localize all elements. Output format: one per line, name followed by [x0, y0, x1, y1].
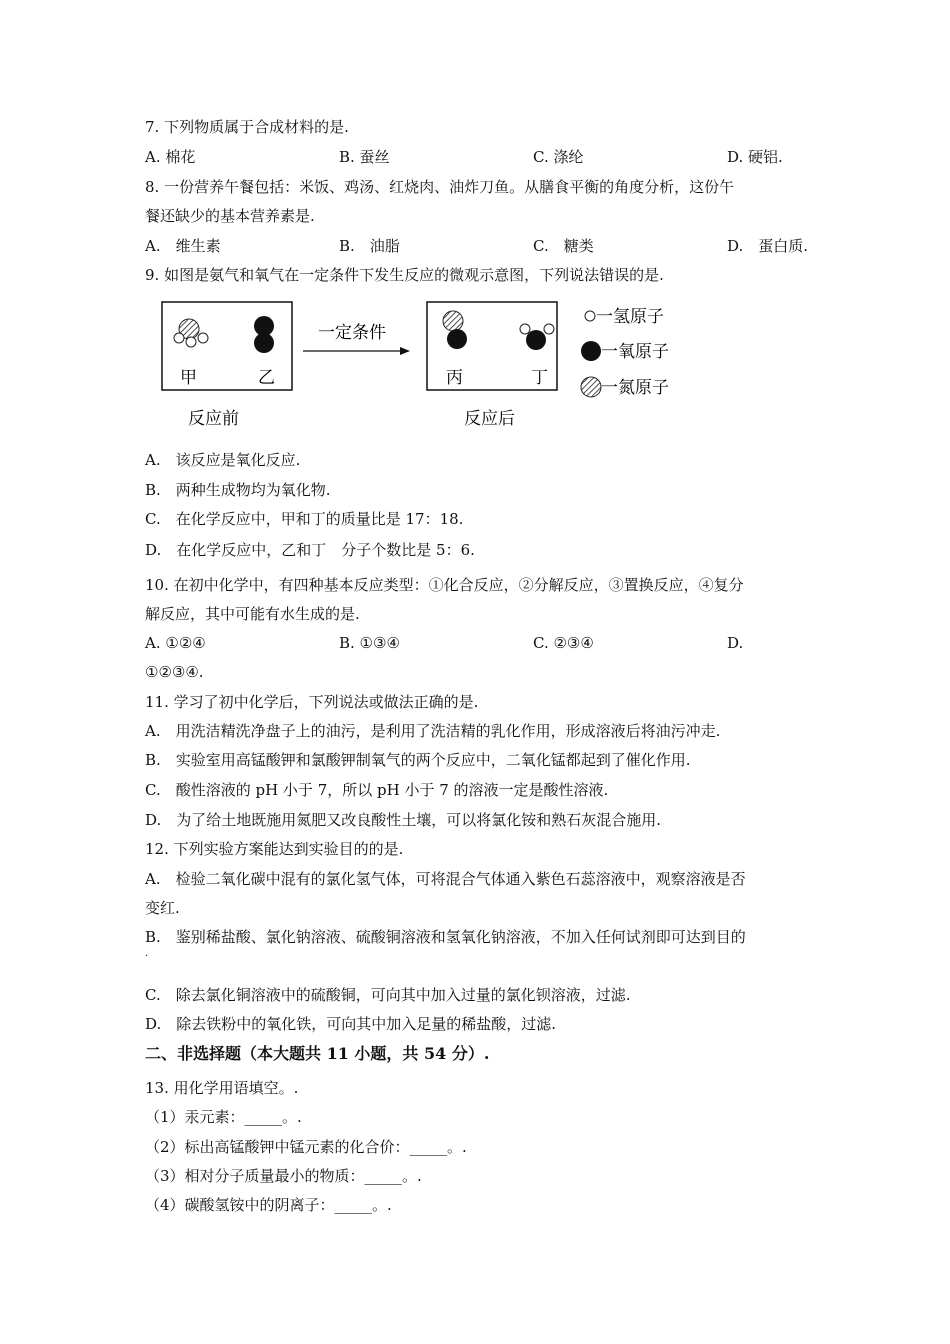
- q10-option-a: A. ①②④: [145, 634, 206, 652]
- q10-option-c: C. ②③④: [533, 634, 594, 652]
- q9-option-a: A. 该反应是氧化反应.: [145, 451, 301, 469]
- q7-option-b: B. 蚕丝: [339, 148, 390, 166]
- q8-stem-line2: 餐还缺少的基本营养素是.: [145, 207, 315, 225]
- q11-stem: 11. 学习了初中化学后，下列说法或做法正确的是.: [145, 693, 479, 711]
- legend: [581, 307, 669, 398]
- q8-option-d: D. 蛋白质.: [727, 237, 809, 255]
- label-ding: 丁: [531, 368, 548, 388]
- label-jia: 甲: [180, 368, 197, 388]
- q12-option-b-line1: B. 鉴别稀盐酸、氯化钠溶液、硫酸铜溶液和氢氧化钠溶液，不加入任何试剂即可达到目的: [145, 928, 746, 946]
- q12-option-d: D. 除去铁粉中的氧化铁，可向其中加入足量的稀盐酸，过滤.: [145, 1015, 557, 1033]
- label-bing: 丙: [446, 368, 463, 388]
- q11-option-a: A. 用洗洁精洗净盘子上的油污，是利用了洗洁精的乳化作用，形成溶液后将油污冲走.: [145, 722, 721, 740]
- ammonia-molecule: [174, 319, 208, 347]
- condition-label: 一定条件: [318, 323, 386, 343]
- q8-option-b: B. 油脂: [339, 237, 400, 255]
- after-caption: 反应后: [464, 409, 515, 429]
- q10-stem-line1: 10. 在初中化学中，有四种基本反应类型：①化合反应，②分解反应，③置换反应，④复分: [145, 576, 744, 594]
- q12-option-c: C. 除去氯化铜溶液中的硫酸铜，可向其中加入过量的氯化钡溶液，过滤.: [145, 986, 631, 1004]
- q11-option-d: D. 为了给土地既施用氮肥又改良酸性土壤，可以将氯化铵和熟石灰混合施用.: [145, 811, 662, 829]
- q13-item-4: （4）碳酸氢铵中的阴离子：_____。.: [145, 1196, 392, 1214]
- q12-option-a-line1: A. 检验二氧化碳中混有的氯化氢气体，可将混合气体通入紫色石蕊溶液中，观察溶液是否: [145, 870, 746, 888]
- q13-item-3: （3）相对分子质量最小的物质：_____。.: [145, 1167, 422, 1185]
- q9-stem: 9. 如图是氨气和氧气在一定条件下发生反应的微观示意图，下列说法错误的是.: [145, 266, 664, 284]
- legend-oxygen: 一氧原子: [601, 342, 669, 362]
- q11-option-c: C. 酸性溶液的 pH 小于 7，所以 pH 小于 7 的溶液一定是酸性溶液.: [145, 781, 609, 799]
- legend-nitrogen: 一氮原子: [601, 378, 669, 398]
- section-title: 二、非选择题（本大题共 11 小题，共 54 分）.: [145, 1044, 490, 1063]
- oxygen-legend-icon: [581, 341, 601, 361]
- nitric-oxide-molecule: [443, 311, 467, 349]
- q9-option-c: C. 在化学反应中，甲和丁的质量比是 17：18.: [145, 510, 464, 528]
- q10-option-b: B. ①③④: [339, 634, 400, 652]
- legend-hydrogen: 一氢原子: [596, 307, 664, 327]
- nitrogen-legend-icon: [581, 377, 601, 397]
- q10-option-d-text: ①②③④.: [145, 663, 204, 681]
- q7-option-d: D. 硬铝.: [727, 148, 783, 166]
- q13-item-2: （2）标出高锰酸钾中锰元素的化合价：_____。.: [145, 1138, 467, 1156]
- q7-option-a: A. 棉花: [145, 148, 196, 166]
- oxygen-molecule: [254, 316, 274, 353]
- q13-item-1: （1）汞元素：_____。.: [145, 1108, 302, 1126]
- water-molecule: [520, 324, 554, 350]
- before-caption: 反应前: [188, 409, 239, 429]
- q8-stem-line1: 8. 一份营养午餐包括：米饭、鸡汤、红烧肉、油炸刀鱼。从膳食平衡的角度分析，这份午: [145, 178, 735, 196]
- q10-option-d: D.: [727, 634, 744, 652]
- q9-option-d: D. 在化学反应中，乙和丁 分子个数比是 5：6.: [145, 541, 475, 559]
- q12-option-a-line2: 变红.: [145, 899, 180, 917]
- hydrogen-legend-icon: [585, 311, 595, 321]
- q11-option-b: B. 实验室用高锰酸钾和氯酸钾制氧气的两个反应中，二氧化锰都起到了催化作用.: [145, 751, 691, 769]
- q7-option-c: C. 涤纶: [533, 148, 584, 166]
- q10-stem-line2: 解反应，其中可能有水生成的是.: [145, 605, 360, 623]
- q12-option-b-line2: .: [145, 948, 149, 959]
- q13-stem: 13. 用化学用语填空。.: [145, 1079, 299, 1097]
- q9-option-b: B. 两种生成物均为氧化物.: [145, 481, 331, 499]
- arrow-head: [400, 347, 410, 355]
- q8-option-a: A. 维生素: [145, 237, 221, 255]
- q12-stem: 12. 下列实验方案能达到实验目的的是.: [145, 840, 404, 858]
- q7-stem: 7. 下列物质属于合成材料的是.: [145, 118, 349, 136]
- label-yi: 乙: [258, 368, 275, 388]
- reaction-diagram: [158, 298, 698, 438]
- q8-option-c: C. 糖类: [533, 237, 594, 255]
